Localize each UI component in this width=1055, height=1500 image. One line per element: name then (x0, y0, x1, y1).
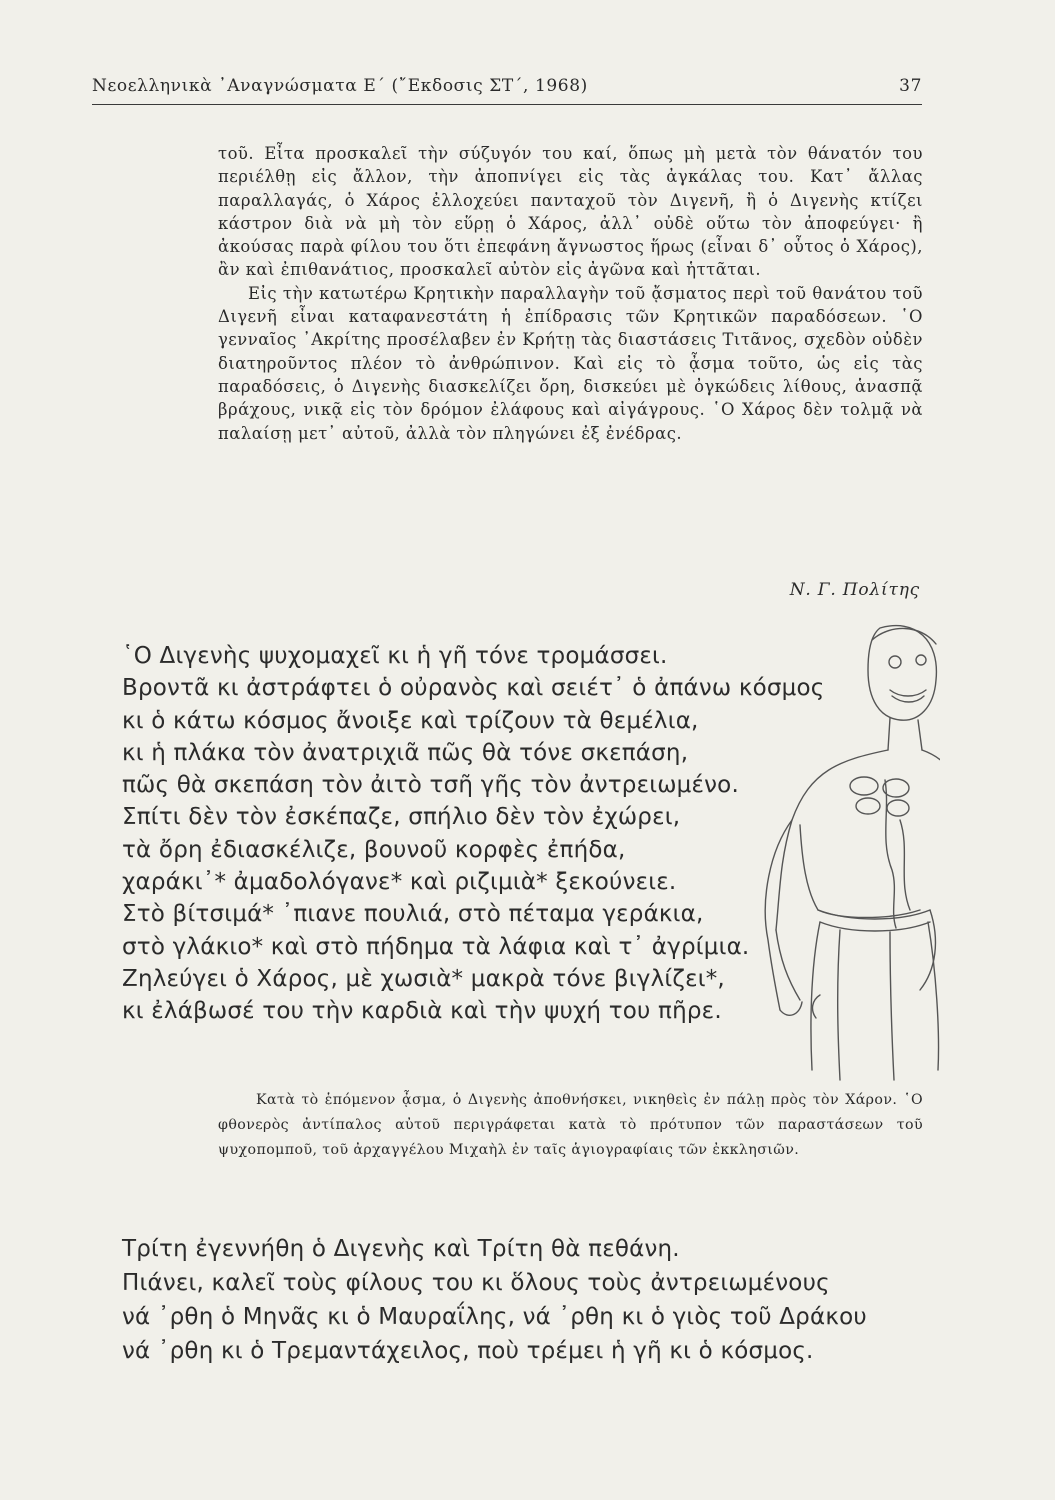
editorial-note: Κατὰ τὸ ἑπόμενον ᾆσμα, ὁ Διγενὴς ἀποθνήσκει, νικηθεὶς ἐν πάλῃ πρὸς τὸν Χάρον. ῾Ο φθονερὸς ἀντίπαλος αὐτοῦ περιγράφεται κατὰ τὸ πρότυπον τῶν παραστάσεων τοῦ ψυχοπομποῦ, τοῦ ἀρχαγγέλου Μιχαὴλ ἐν ταῖς ἁγιογραφίαις τῶν ἐκκλησιῶν. (218, 1092, 923, 1158)
poem-death-of-digenis (122, 640, 824, 1028)
poem-line: Τρίτη ἐγεννήθη ὁ Διγενὴς καὶ Τρίτη θὰ πεθάνη. (122, 1236, 680, 1262)
author-signature: Ν. Γ. Πολίτης (789, 580, 920, 600)
poem-line: Σπίτι δὲν τὸν ἐσκέπαζε, σπήλιο δὲν τὸν ἐχώρει, (122, 804, 681, 831)
prose-paragraph-2: Εἰς τὴν κατωτέρω Κρητικὴν παραλλαγὴν τοῦ ᾄσματος περὶ τοῦ θανάτου τοῦ Διγενῆ εἶναι καταφανεστάτη ἡ ἐπίδρασις τῶν Κρητικῶν παραδόσεων. ῾Ο γενναῖος ᾿Ακρίτης προσέλαβεν ἐν Κρήτῃ τὰς διαστάσεις Τιτᾶνος, σχεδὸν οὐδὲν διατηροῦντος πλέον τὸ ἀνθρώπινον. Καὶ εἰς τὸ ᾆσμα τοῦτο, ὡς εἰς τὰς παραδόσεις, ὁ Διγενὴς διασκελίζει ὄρη, δισκεύει μὲ ὀγκώδεις λίθους, ἁνασπᾷ βράχους, νικᾷ εἰς τὸν δρόμον ἐλάφους καὶ αἰγάγρους. ῾Ο Χάρος δὲν τολμᾷ νὰ παλαίσῃ μετ᾿ αὐτοῦ, ἀλλὰ τὸν πληγώνει ἐξ ἐνέδρας. (218, 283, 923, 443)
poem-line: κι ἐλάβωσέ του τὴν καρδιὰ καὶ τὴν ψυχή του πῆρε. (122, 998, 722, 1025)
poem-line: πῶς θὰ σκεπάση τὸν ἀιτὸ τσῆ γῆς τὸν ἀντρειωμένο. (122, 772, 739, 799)
poem-line: κι ὁ κάτω κόσμος ἄνοιξε καὶ τρίζουν τὰ θεμέλια, (122, 707, 699, 734)
running-header (92, 72, 922, 105)
poem-line: στὸ γλάκιο* καὶ στὸ πήδημα τὰ λάφια καὶ τ᾿ ἀγρίμια. (122, 933, 750, 960)
poem-line: ῾Ο Διγενὴς ψυχομαχεῖ κι ἡ γῆ τόνε τρομάσσει. (122, 643, 668, 669)
poem-line: Στὸ βίτσιμά* ᾿πιανε πουλιά, στὸ πέταμα γεράκια, (122, 901, 704, 928)
poem-line: χαράκι᾿* ἀμαδολόγανε* καὶ ριζιμιὰ* ξεκούνειε. (122, 869, 677, 896)
poem-line: νά ᾿ρθη κι ὁ Τρεμαντάχειλος, ποὺ τρέμει ἡ γῆ κι ὁ κόσμος. (122, 1338, 814, 1364)
prose-paragraph-1: τοῦ. Εἶτα προσκαλεῖ τὴν σύζυγόν του καί, ὅπως μὴ μετὰ τὸν θάνατόν του περιέλθῃ εἰς ἄλλον, τὴν ἀποπνίγει εἰς τὰς ἀγκάλας του. Κατ᾿ ἄλλας παραλλαγάς, ὁ Χάρος ἐλλοχεύει πανταχοῦ τὸν Διγενῆ, ἢ ὁ Διγενὴς κτίζει κάστρον διὰ νὰ μὴ τὸν εὕρῃ ὁ Χάρος, ἀλλ᾿ οὐδὲ οὕτω τὸν ἀποφεύγει· ἢ ἀκούσας παρὰ φίλου του ὅτι ἐπεφάνη ἄγνωστος ἥρως (εἶναι δ᾿ οὗτος ὁ Χάρος), ἂν καὶ ἐπιθανάτιος, προσκαλεῖ αὐτὸν εἰς ἀγῶνα καὶ ἡττᾶται. (218, 144, 923, 280)
prose-section (218, 142, 923, 445)
poem-line: Βροντᾶ κι ἀστράφτει ὁ οὐρανὸς καὶ σειέτ᾿ ὁ ἀπάνω κόσμος (122, 675, 825, 702)
running-title: Νεοελληνικὰ ᾿Αναγνώσματα Ε΄ (῎Εκδοσις ΣΤ΄, 1968) (92, 76, 588, 96)
poem-line: κι ἡ πλάκα τὸν ἀνατριχιᾶ πῶς θὰ τόνε σκεπάση, (122, 739, 689, 766)
poem-line: Ζηλεύγει ὁ Χάρος, μὲ χωσιὰ* μακρὰ τόνε βιγλίζει*, (122, 965, 725, 992)
page-number: 37 (899, 76, 922, 96)
poem-line: νά ᾿ρθη ὁ Μηνᾶς κι ὁ Μαυραΐλης, νά ᾿ρθη κι ὁ γιὸς τοῦ Δράκου (122, 1304, 867, 1330)
poem-tuesday (122, 1232, 867, 1368)
poem-line: τὰ ὄρη ἐδιασκέλιζε, βουνοῦ κορφὲς ἐπήδα, (122, 836, 626, 863)
poem-line: Πιάνει, καλεῖ τοὺς φίλους του κι ὅλους τοὺς ἀντρειωμένους (122, 1270, 830, 1296)
